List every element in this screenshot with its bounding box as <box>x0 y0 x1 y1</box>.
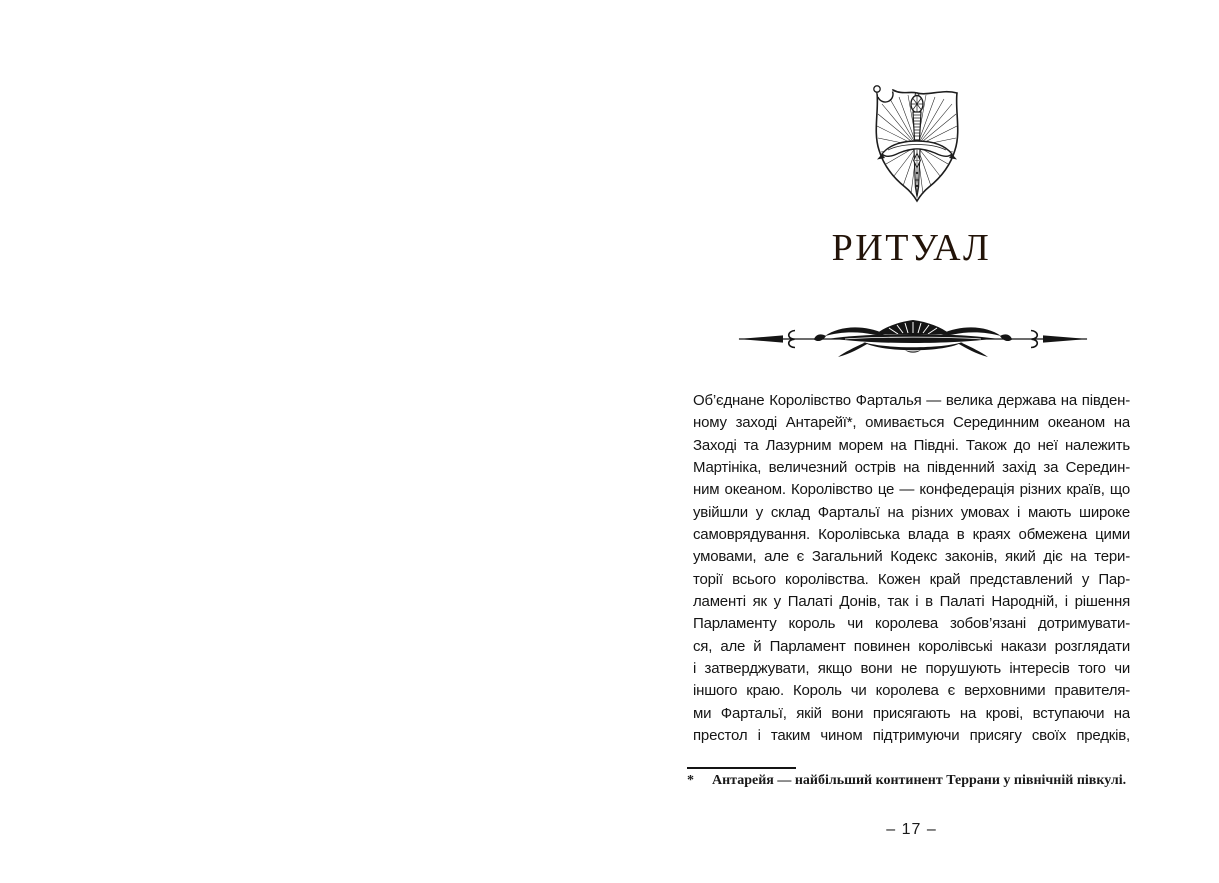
page-number: – 17 – <box>886 821 937 838</box>
text-line: умовами, але є Загальний Кодекс законів, який діє на тери- <box>693 548 1130 566</box>
ornamental-spear-divider-icon <box>735 316 1091 362</box>
text-line: і затверджувати, якщо вони не порушують інтересів того чи <box>693 660 1130 678</box>
text-line: іншого краю. Король чи королева є верховними правителя- <box>693 682 1130 700</box>
text-line: Мартініка, величезний острів на південний захід за Середин- <box>693 459 1130 477</box>
text-line: увійшли у склад Фартальї на різних умовах і мають широке <box>693 503 1130 521</box>
footnote-marker: * <box>687 773 694 788</box>
text-line: ному заході Антарейї*, омивається Серединним океаном на <box>693 414 1130 432</box>
footnote-text: Антарейя — найбільший континент Террани у північній півкулі. <box>712 773 1127 788</box>
text-line: ся, але й Парламент повинен королівські накази розглядати <box>693 637 1130 655</box>
footnote <box>687 773 1130 789</box>
text-line: престол і таким чином підтримуючи присягу своїх предків, <box>693 727 1130 745</box>
shield-sword-emblem-icon <box>866 84 968 206</box>
chapter-title: РИТУАЛ <box>831 227 992 269</box>
text-line: торії всього королівства. Кожен край представлений у Пар- <box>693 570 1130 588</box>
body-text <box>693 390 1130 748</box>
text-line: Заході та Лазурним морем на Півдні. Також до неї належить <box>693 436 1130 454</box>
text-line: ним океаном. Королівство це — конфедерація різних країв, що <box>693 481 1130 499</box>
text-line: ми Фартальї, якій вони присягають на крові, вступаючи на <box>693 704 1130 722</box>
text-line: Парламенту король чи королева зобов’язані дотримувати- <box>693 615 1130 633</box>
text-line: ламенті як у Палаті Донів, так і в Палаті Народній, і рішення <box>693 593 1130 611</box>
text-line: самоврядування. Королівська влада в краях обмежена цими <box>693 526 1130 544</box>
text-line: Об’єднане Королівство Фарталья — велика держава на півден- <box>693 392 1130 409</box>
footnote-rule <box>687 767 796 769</box>
